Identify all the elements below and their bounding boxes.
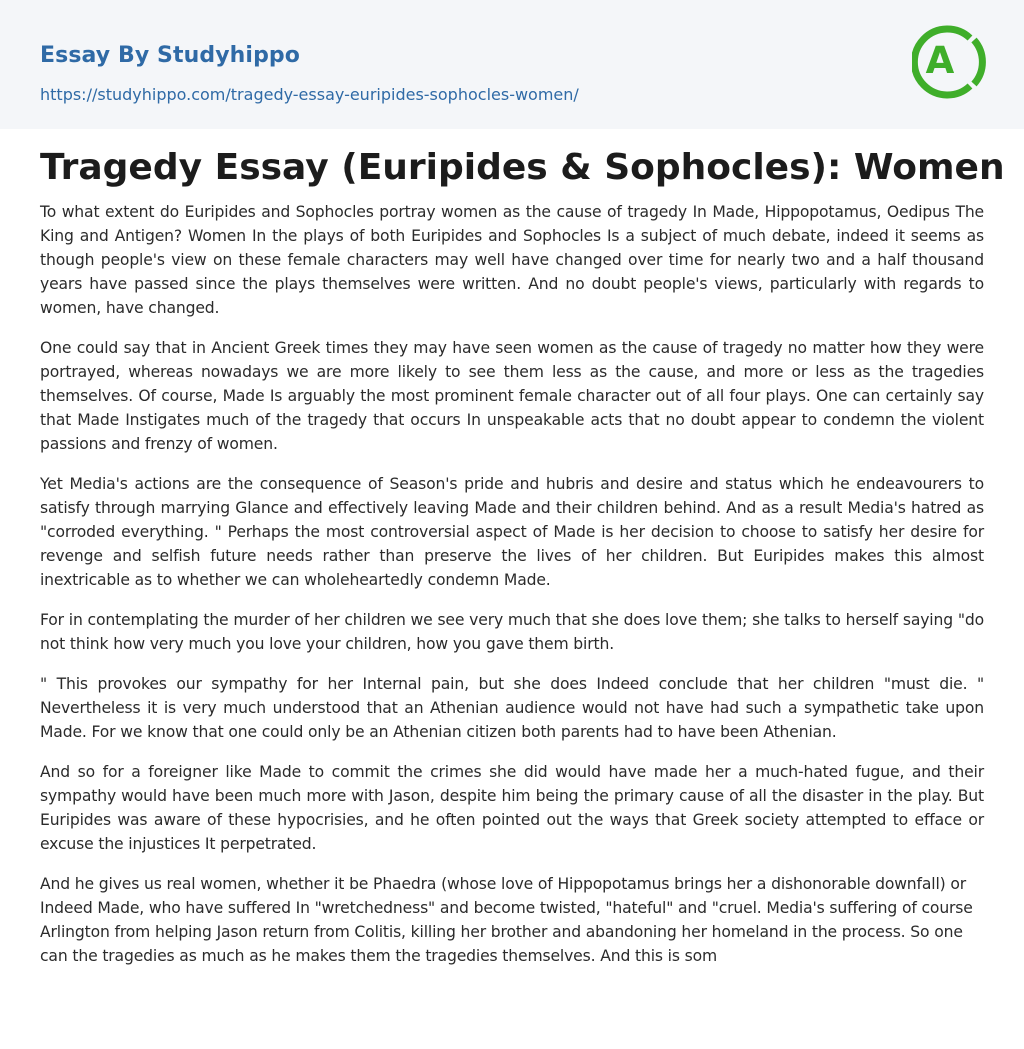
essay-paragraph: To what extent do Euripides and Sophocles portray women as the cause of tragedy In Made, Hippopotamus, Oedipus The King and Antigen? Women In the plays of both Euripides and Sophocles Is a subject of much debate, indeed it seems as though people's view on these female characters may well have changed over time for nearly two and a half thousand years have passed since the plays themselves were written. And no doubt people's views, particularly with regards to women, have changed. <box>40 203 984 317</box>
essay-url-link[interactable]: https://studyhippo.com/tragedy-essay-euripides-sophocles-women/ <box>40 85 579 104</box>
essay-body <box>40 200 984 984</box>
essay-paragraph: Yet Media's actions are the consequence of Season's pride and hubris and desire and status which he endeavourers to satisfy through marrying Glance and effectively leaving Made and their children behind. And as a result Media's hatred as "corroded everything. " Perhaps the most controversial aspect of Made is her decision to choose to satisfy her desire for revenge and selfish future needs rather than preserve the lives of her children. But Euripides makes this almost inextricable as to whether we can wholeheartedly condemn Made. <box>40 475 984 589</box>
essay-paragraph: One could say that in Ancient Greek times they may have seen women as the cause of tragedy no matter how they were portrayed, whereas nowadays we are more likely to see them less as the cause, and more or less as the tragedies themselves. Of course, Made Is arguably the most prominent female character out of all four plays. One can certainly say that Made Instigates much of the tragedy that occurs In unspeakable acts that no doubt appear to condemn the violent passions and frenzy of women. <box>40 339 984 453</box>
essay-paragraph: " This provokes our sympathy for her Internal pain, but she does Indeed conclude that her children "must die. " Nevertheless it is very much understood that an Athenian audience would not have had such a sympathetic take upon Made. For we know that one could only be an Athenian citizen both parents had to have been Athenian. <box>40 675 984 741</box>
site-brand[interactable]: Essay By Studyhippo <box>40 43 300 68</box>
site-header <box>0 0 1024 129</box>
logo-letter: A <box>925 39 955 82</box>
essay-paragraph: For in contemplating the murder of her children we see very much that she does love them; she talks to herself saying "do not think how very much you love your children, how you gave them birth. <box>40 611 984 653</box>
essay-paragraph: And he gives us real women, whether it be Phaedra (whose love of Hippopotamus brings her a dishonorable downfall) or Indeed Made, who have suffered In "wretchedness" and become twisted, "hateful" and "cruel. Media's suffering of course Arlington from helping Jason return from Colitis, killing her brother and abandoning her homeland in the process. So one can the tragedies as much as he makes them the tragedies themselves. And this is som <box>40 875 973 965</box>
studyhippo-logo-icon[interactable] <box>912 18 986 106</box>
essay-title: Tragedy Essay (Euripides & Sophocles): Women <box>40 147 1005 188</box>
essay-paragraph: And so for a foreigner like Made to commit the crimes she did would have made her a much-hated fugue, and their sympathy would have been much more with Jason, despite him being the primary cause of all the disaster in the play. But Euripides was aware of these hypocrisies, and he often pointed out the ways that Greek society attempted to efface or excuse the injustices It perpetrated. <box>40 763 984 853</box>
